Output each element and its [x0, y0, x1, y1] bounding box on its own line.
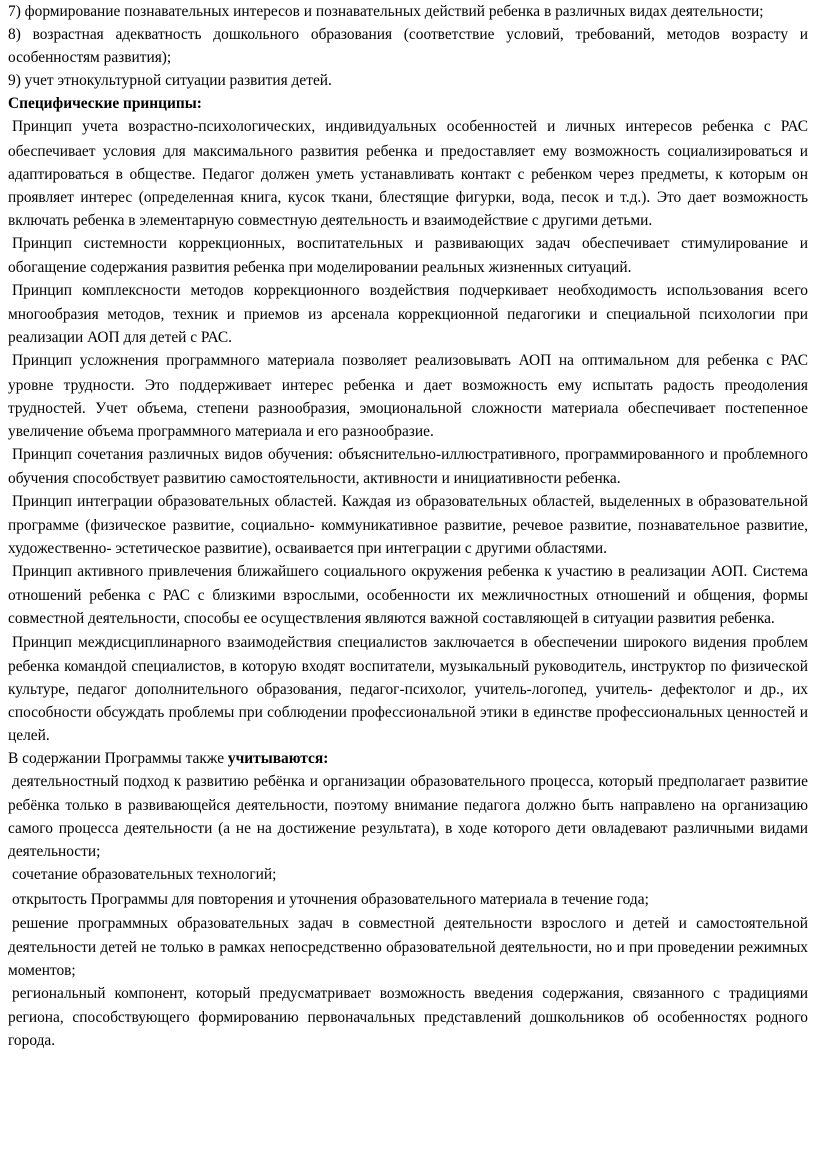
- program-item-text: сочетание образовательных технологий;: [12, 866, 277, 884]
- program-item: [8, 770, 808, 863]
- program-intro-text: В содержании Программы также: [8, 750, 228, 767]
- program-item: [8, 982, 808, 1052]
- principle-text: Принцип сочетания различных видов обучения: объяснительно-иллюстративного, программированного и проблемного обучения способствует развитию самостоятельности, активности и инициативности ребенка.: [8, 445, 808, 487]
- principle-text: Принцип комплексности методов коррекционного воздействия подчеркивает необходимость использования всего многообразия методов, техник и приемов из арсенала коррекционной педагогики и специальной психологии при реализации АОП для детей с РАС.: [8, 282, 808, 347]
- principle-paragraph: [8, 631, 808, 747]
- principle-text: Принцип интеграции образовательных областей. Каждая из образовательных областей, выделенных в образовательной программе (физическое развитие, социально- коммуникативное развитие, речевое развитие, познавательное развитие, художественно- эстетическое развитие), осваивается при интеграции с другими областями.: [8, 492, 808, 558]
- principle-text: Принцип активного привлечения ближайшего социального окружения ребенка к участию в реализации АОП. Система отношений ребенка с РАС с близкими взрослыми, особенности их межличностных отношений и общения, формы совместной деятельности, способы ее осуществления являются важной составляющей в ситуации развития ребенка.: [8, 563, 808, 628]
- principle-text: Принцип междисциплинарного взаимодействия специалистов заключается в обеспечении широкого видения проблем ребенка командой специалистов, в которую входят воспитатели, музыкальный руководитель, инструктор по физической культуре, педагог дополнительного образования, педагог-психолог, учитель-логопед, учитель- дефектолог и др., их способности обсуждать проблемы при соблюдении профессиональной этики в единстве профессиональных ценностей и целей.: [8, 633, 808, 744]
- principle-paragraph: [8, 560, 808, 630]
- principle-text: Принцип усложнения программного материала позволяет реализовывать АОП на оптимальном для ребенка с РАС уровне трудности. Это поддерживает интерес ребенка и дает возможность ему испытать радость преодоления трудностей. Учет объема, степени разнообразия, эмоциональной сложности материала обеспечивает постепенное увеличение объема программного материала и его разнообразие.: [8, 352, 808, 440]
- list-item: 8) возрастная адекватность дошкольного образования (соответствие условий, требований, методов возрасту и особенностям развития);: [8, 26, 808, 67]
- principle-paragraph: [8, 443, 808, 490]
- program-intro: [8, 747, 808, 770]
- list-item: 9) учет этнокультурной ситуации развития детей.: [8, 72, 332, 90]
- principle-paragraph: [8, 115, 808, 231]
- principle-text: Принцип системности коррекционных, воспитательных и развивающих задач обеспечивает стимулирование и обогащение содержания развития ребенка при моделировании реальных жизненных ситуаций.: [8, 234, 808, 277]
- principle-paragraph: [8, 279, 808, 349]
- program-item-text: открытость Программы для повторения и уточнения образовательного материала в течение года;: [12, 890, 649, 908]
- program-item-text: региональный компонент, который предусматривает возможность введения содержания, связанного с традициями региона, способствующего формированию первоначальных представлений дошкольников об особенностях родного города.: [8, 984, 808, 1050]
- program-item-text: решение программных образовательных задач в совместной деятельности взрослого и детей и самостоятельной деятельности детей не только в рамках непосредственно образовательной деятельности, но и при проведении режимных моментов;: [8, 914, 808, 979]
- program-intro-bold: учитываются:: [227, 750, 329, 767]
- principle-text: Принцип учета возрастно-психологических, индивидуальных особенностей и личных интересов ребенка с РАС обеспечивает условия для максимального развития ребенка и предоставляет ему возможность социализироваться и адаптироваться в обществе. Педагог должен уметь устанавливать контакт с ребенком через предметы, к которым он проявляет интерес (определенная книга, кусок ткани, блестящие фигурки, вода, песок и т.д.). Это дает возможность включать ребенка в элементарную совместную деятельность и взаимодействие с другими детьми.: [8, 118, 808, 229]
- program-item: [8, 863, 808, 887]
- program-item-text: деятельностный подход к развитию ребёнка и организации образовательного процесса, который предполагает развитие ребёнка только в развивающейся деятельности, поэтому внимание педагога должно быть направлено на организацию самого процесса деятельности (а не на достижение результата), в ходе которого дети овладевают различными видами деятельности;: [8, 773, 808, 861]
- principle-paragraph: [8, 232, 808, 279]
- list-item: 7) формирование познавательных интересов и познавательных действий ребенка в различных видах деятельности;: [8, 3, 764, 20]
- principle-paragraph: [8, 349, 808, 442]
- section-heading: Специфические принципы:: [8, 95, 202, 113]
- program-item: [8, 912, 808, 982]
- principle-paragraph: [8, 490, 808, 560]
- program-item: [8, 888, 808, 912]
